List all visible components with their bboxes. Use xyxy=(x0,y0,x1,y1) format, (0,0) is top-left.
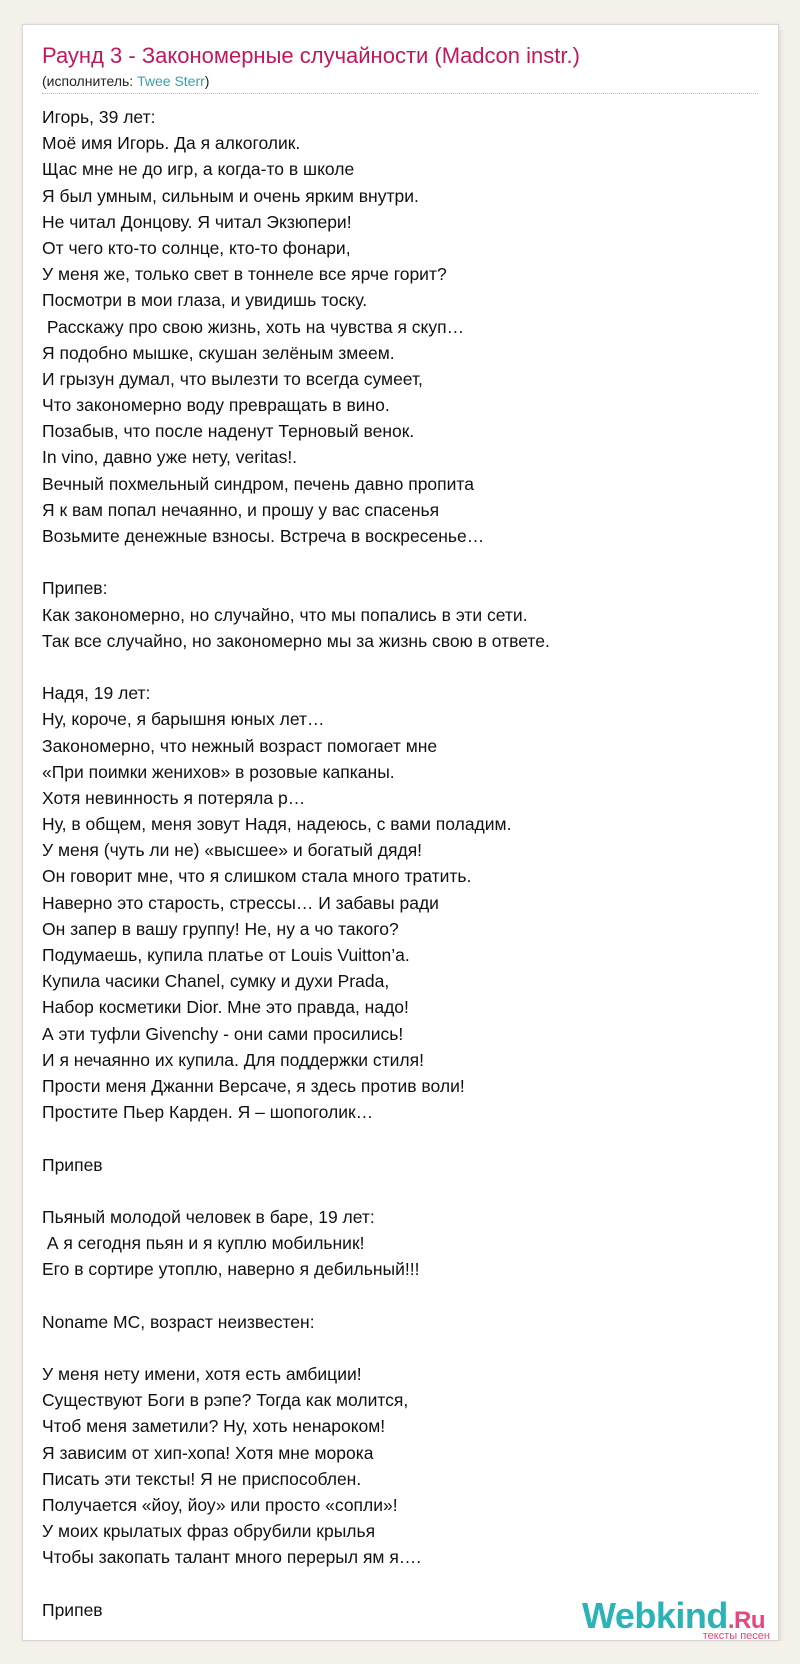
lyric-line: У меня (чуть ли не) «высшее» и богатый дядя! xyxy=(42,840,423,861)
lyric-line: Пьяный молодой человек в баре, 19 лет: xyxy=(42,1206,375,1227)
lyric-line: Чтобы закопать талант много перерыл ям я…. xyxy=(42,1547,422,1568)
lyric-line: Так все случайно, но закономерно мы за жизнь свою в ответе. xyxy=(42,630,550,651)
lyric-line: Моё имя Игорь. Да я алкоголик. xyxy=(42,133,301,154)
lyric-line: И грызун думал, что вылезти то всегда сумеет, xyxy=(42,368,423,389)
logo-tld: .Ru xyxy=(727,1607,766,1634)
lyric-line: Припев: xyxy=(42,578,108,599)
lyric-line: У моих крылатых фраз обрубили крылья xyxy=(42,1521,376,1542)
lyric-line: Я подобно мышке, скушан зелёным змеем. xyxy=(42,342,395,363)
lyric-line: Получается «йоу, йоу» или просто «сопли»! xyxy=(42,1494,398,1515)
lyric-line: Вечный похмельный синдром, печень давно пропита xyxy=(42,473,474,494)
lyric-line: У меня же, только свет в тоннеле все ярче горит? xyxy=(42,264,447,285)
artist-link[interactable]: Twee Sterr xyxy=(137,73,205,89)
lyric-line: Припев xyxy=(42,1154,103,1175)
card-shadow xyxy=(779,30,785,1641)
lyric-blank-line xyxy=(42,1282,762,1308)
lyric-line: У меня нету имени, хотя есть амбиции! xyxy=(42,1364,362,1384)
lyric-line: Набор косметики Dior. Мне это правда, надо! xyxy=(42,997,409,1018)
artist-line xyxy=(42,71,209,91)
lyric-line: Прости меня Джанни Версаче, я здесь против воли! xyxy=(42,1075,465,1096)
lyric-line: Купила часики Chanel, сумку и духи Prada, xyxy=(42,971,390,992)
lyric-line: Чтоб меня заметили? Ну, хоть ненароком! xyxy=(42,1416,386,1437)
logo-brand: Webkind xyxy=(582,1595,728,1636)
lyric-line: Надя, 19 лет: xyxy=(42,683,151,704)
lyric-line: Ну, в общем, меня зовут Надя, надеюсь, с вами поладим. xyxy=(42,814,512,835)
lyric-line: Noname MC, возраст неизвестен: xyxy=(42,1311,315,1332)
lyric-line: Припев xyxy=(42,1599,103,1620)
lyric-line: Посмотри в мои глаза, и увидишь тоску. xyxy=(42,290,368,311)
lyric-line: Его в сортире утоплю, наверно я дебильный!!! xyxy=(42,1259,420,1280)
lyric-line: Что закономерно воду превращать в вино. xyxy=(42,395,390,416)
lyric-line: Позабыв, что после наденут Терновый венок. xyxy=(42,421,415,442)
lyric-blank-line xyxy=(42,1178,762,1204)
lyrics-text xyxy=(42,104,762,1623)
artist-prefix: (исполнитель: xyxy=(42,73,138,89)
lyric-line: Простите Пьер Карден. Я – шопоголик… xyxy=(42,1102,374,1123)
lyric-line: Наверно это старость, стрессы… И забавы ради xyxy=(42,892,439,913)
lyric-blank-line xyxy=(42,1335,762,1361)
lyric-line: Я зависим от хип-хопа! Хотя мне морока xyxy=(42,1442,374,1463)
lyric-line: Расскажу про свою жизнь, хоть на чувства я скуп… xyxy=(42,316,465,337)
header-divider xyxy=(42,93,758,94)
lyric-line: Я был умным, сильным и очень ярким внутри. xyxy=(42,185,419,206)
lyric-line: Писать эти тексты! Я не приспособлен. xyxy=(42,1468,362,1489)
lyric-line: «При поимки женихов» в розовые капканы. xyxy=(42,761,395,782)
lyric-blank-line xyxy=(42,1571,762,1597)
lyric-line: Он запер в вашу группу! Не, ну а чо такого? xyxy=(42,918,399,939)
lyric-line: Щас мне не до игр, а когда-то в школе xyxy=(42,159,355,180)
lyric-line: In vino, давно уже нету, veritas!. xyxy=(42,447,298,468)
lyric-line: Я к вам попал нечаянно, и прошу у вас спасенья xyxy=(42,499,440,520)
lyric-line: Подумаешь, купила платье от Louis Vuitton’a. xyxy=(42,945,410,965)
lyric-line: Как закономерно, но случайно, что мы попались в эти сети. xyxy=(42,604,528,625)
lyric-line: От чего кто-то солнце, кто-то фонари, xyxy=(42,237,351,258)
lyric-blank-line xyxy=(42,654,762,680)
lyric-line: Игорь, 39 лет: xyxy=(42,107,156,127)
lyric-line: Закономерно, что нежный возраст помогает мне xyxy=(42,735,438,756)
lyric-line: Существуют Боги в рэпе? Тогда как молится, xyxy=(42,1390,409,1411)
artist-suffix: ) xyxy=(204,73,210,89)
lyric-line: И я нечаянно их купила. Для поддержки стиля! xyxy=(42,1049,424,1070)
lyric-line: А эти туфли Givenchy - они сами просились! xyxy=(42,1023,404,1044)
lyric-line: А я сегодня пьян и я куплю мобильник! xyxy=(42,1233,365,1254)
lyric-line: Возьмите денежные взносы. Встреча в воскресенье… xyxy=(42,526,485,546)
song-title: Раунд 3 - Закономерные случайности (Madcon instr.) xyxy=(42,43,580,68)
lyric-line: Он говорит мне, что я слишком стала много тратить. xyxy=(42,866,472,887)
logo-tagline: тексты песен xyxy=(702,1630,770,1642)
lyric-line: Хотя невинность я потеряла р… xyxy=(42,787,306,808)
webkind-logo[interactable] xyxy=(582,1596,772,1640)
lyric-blank-line xyxy=(42,1125,762,1151)
lyric-blank-line xyxy=(42,549,762,575)
lyric-line: Не читал Донцову. Я читал Экзюпери! xyxy=(42,211,352,232)
lyric-line: Ну, короче, я барышня юных лет… xyxy=(42,709,325,730)
